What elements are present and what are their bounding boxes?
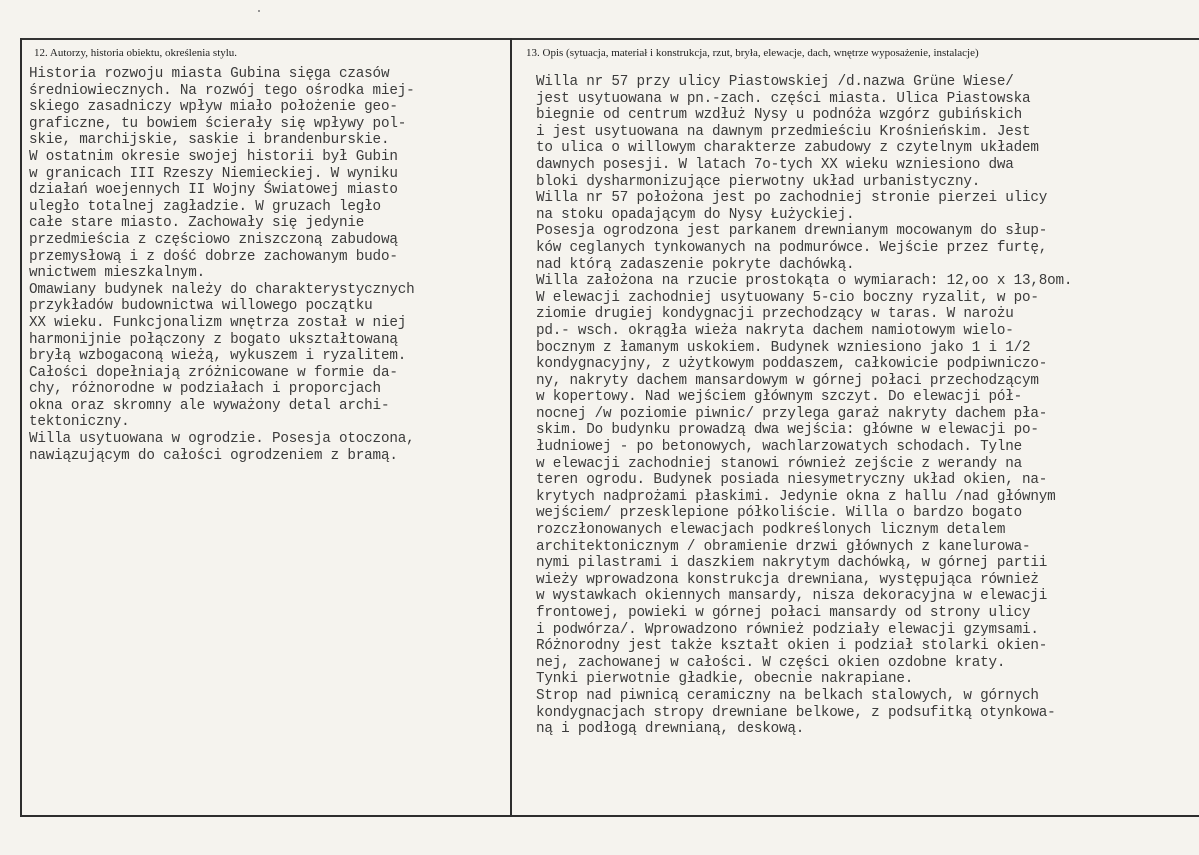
left-text-line: uległo totalnej zagładzie. W gruzach legło xyxy=(29,198,381,215)
left-section-header: 12. Autorzy, historia obiektu, określenia stylu. xyxy=(34,47,238,59)
frame-bottom-rule xyxy=(20,815,1199,817)
right-text-line: krytych nadprożami płaskimi. Jedynie okna z hallu /nad głównym xyxy=(536,488,1056,505)
right-text-line: Posesja ogrodzona jest parkanem drewnianym mocowanym do słup- xyxy=(536,223,1048,240)
left-text-line: działań woejennych II Wojny Światowej miasto xyxy=(29,182,398,199)
right-text-line: nad którą zadaszenie pokryte dachówką. xyxy=(536,256,855,273)
right-text-line: bloki dysharmonizujące pierwotny układ urbanistyczny. xyxy=(536,173,981,190)
left-text-line: przedmieścia z częściowo zniszczoną zabudową xyxy=(29,231,398,248)
right-text-line: nej, zachowanej w całości. W części okien ozdobne kraty. xyxy=(536,654,1006,671)
right-text-line: architektonicznym / obramienie drzwi głównych z kanelurowa- xyxy=(536,538,1031,555)
right-text-line: w elewacji zachodniej stanowi również zejście z werandy na xyxy=(536,455,1023,472)
right-text-line: dawnych posesji. W latach 7o-tych XX wieku wzniesiono dwa xyxy=(536,156,1014,173)
right-text-line: ków ceglanych tynkowanych na podmurówce. Wejście przez furtę, xyxy=(536,239,1048,256)
right-text-line: Willa założona na rzucie prostokąta o wymiarach: 12,oo x 13,8om. xyxy=(536,273,1073,290)
right-text-line: pd.- wsch. okrągła wieża nakryta dachem namiotowym wielo- xyxy=(536,322,1014,339)
left-text-line: Całości dopełniają zróżnicowane w formie da- xyxy=(29,364,398,381)
right-text-line: i jest usytuowana na dawnym przedmieściu Krośnieńskim. Jest xyxy=(536,123,1031,140)
right-text-line: biegnie od centrum wzdłuż Nysy u podnóża wzgórz gubińskich xyxy=(536,107,1023,124)
right-text-line: w wystawkach okiennych mansardy, nisza dekoracyjna w elewacji xyxy=(536,588,1048,605)
right-text-line: ziomie drugiej kondygnacji przechodzący w taras. W narożu xyxy=(536,306,1014,323)
left-text-line: wnictwem mieszkalnym. xyxy=(29,265,205,282)
right-text-line: to ulica o willowym charakterze zabudowy z czytelnym układem xyxy=(536,140,1039,157)
right-text-line: W elewacji zachodniej usytuowany 5-cio boczny ryzalit, w po- xyxy=(536,289,1039,306)
right-text-line: skim. Do budynku prowadzą dwa wejścia: główne w elewacji po- xyxy=(536,422,1039,439)
right-section-header: 13. Opis (sytuacja, materiał i konstrukcja, rzut, bryła, elewacje, dach, wnętrze wyposażenie, instalacje) xyxy=(526,47,979,59)
right-text-line: łudniowej - po betonowych, wachlarzowatych schodach. Tylne xyxy=(536,439,1023,456)
right-section-text xyxy=(536,74,1196,738)
right-text-line: w kopertowy. Nad wejściem głównym szczyt. Do elewacji pół- xyxy=(536,389,1023,406)
right-text-line: kondygnacjach stropy drewniane belkowe, z podsufitką otynkowa- xyxy=(536,704,1056,721)
left-text-line: skiego zasadniczy wpływ miało położenie geo- xyxy=(29,99,398,116)
right-text-line: Tynki pierwotnie gładkie, obecnie nakrapiane. xyxy=(536,671,914,688)
right-text-line: frontowej, powieki w górnej połaci mansardy od strony ulicy xyxy=(536,605,1031,621)
left-text-line: całe stare miasto. Zachowały się jedynie xyxy=(29,215,365,232)
left-text-line: Omawiany budynek należy do charakterystycznych xyxy=(29,281,415,298)
left-section-text xyxy=(29,66,507,464)
right-text-line: nymi pilastrami i daszkiem nakrytym dachówką, w górnej partii xyxy=(536,555,1048,572)
right-text-line: teren ogrodu. Budynek posiada niesymetryczny układ okien, na- xyxy=(536,472,1048,489)
left-text-line: nawiązującym do całości ogrodzeniem z bramą. xyxy=(29,447,398,464)
left-text-line: okna oraz skromny ale wyważony detal archi- xyxy=(29,397,390,414)
right-text-line: Strop nad piwnicą ceramiczny na belkach stalowych, w górnych xyxy=(536,687,1039,704)
left-text-line: Historia rozwoju miasta Gubina sięga czasów xyxy=(29,66,390,82)
left-text-line: przemysłową i z dość dobrze zachowanym budo- xyxy=(29,248,398,265)
left-text-line: Willa usytuowana w ogrodzie. Posesja otoczona, xyxy=(29,431,415,448)
column-divider xyxy=(510,38,512,816)
right-text-line: i podwórza/. Wprowadzono również podziały elewacji gzymsami. xyxy=(536,621,1039,638)
right-text-line: jest usytuowana w pn.-zach. części miasta. Ulica Piastowska xyxy=(536,90,1031,107)
left-text-line: bryłą wzbogaconą wieżą, wykuszem i ryzalitem. xyxy=(29,348,407,365)
left-text-line: W ostatnim okresie swojej historii był Gubin xyxy=(29,148,398,165)
left-text-line: graficzne, tu bowiem ścierały się wpływy pol- xyxy=(29,115,407,132)
right-text-line: bocznym z łamanym uskokiem. Budynek wzniesiono jako 1 i 1/2 xyxy=(536,339,1031,356)
left-text-line: średniowiecznych. Na rozwój tego ośrodka miej- xyxy=(29,82,415,99)
left-text-line: tektoniczny. xyxy=(29,414,130,431)
right-text-line: wieży wprowadzona konstrukcja drewniana, występująca również xyxy=(536,571,1039,588)
left-text-line: przykładów budownictwa willowego początku xyxy=(29,298,373,315)
frame-top-rule xyxy=(20,38,1199,40)
right-text-line: wejściem/ przesklepione półkoliście. Willa o bardzo bogato xyxy=(536,505,1023,522)
left-text-line: skie, marchijskie, saskie i brandenburskie. xyxy=(29,132,390,149)
left-text-line: harmonijnie połączony z bogato ukształtowaną xyxy=(29,331,398,348)
right-text-line: Różnorodny jest także kształt okien i podział stolarki okien- xyxy=(536,638,1048,655)
right-text-line: Willa nr 57 położona jest po zachodniej stronie pierzei ulicy xyxy=(536,190,1048,207)
right-text-line: ny, nakryty dachem mansardowym w górnej połaci przechodzącym xyxy=(536,372,1039,389)
frame-left-rule xyxy=(20,38,22,816)
right-text-line: kondygnacyjny, z użytkowym poddaszem, całkowicie podpiwniczo- xyxy=(536,356,1048,373)
left-text-line: w granicach III Rzeszy Niemieckiej. W wyniku xyxy=(29,165,398,182)
right-text-line: rozczłonowanych elewacjach podkreślonych licznym detalem xyxy=(536,522,1006,539)
left-text-line: chy, różnorodne w podziałach i proporcjach xyxy=(29,381,381,398)
right-text-line: Willa nr 57 przy ulicy Piastowskiej /d.nazwa Grüne Wiese/ xyxy=(536,74,1014,90)
left-text-line: XX wieku. Funkcjonalizm wnętrza został w niej xyxy=(29,314,407,331)
right-text-line: nocnej /w poziomie piwnic/ przylega garaż nakryty dachem pła- xyxy=(536,405,1048,422)
right-text-line: ną i podłogą drewnianą, deskową. xyxy=(536,721,805,738)
right-text-line: na stoku opadającym do Nysy Łużyckiej. xyxy=(536,206,855,223)
paper-speck xyxy=(258,10,260,12)
